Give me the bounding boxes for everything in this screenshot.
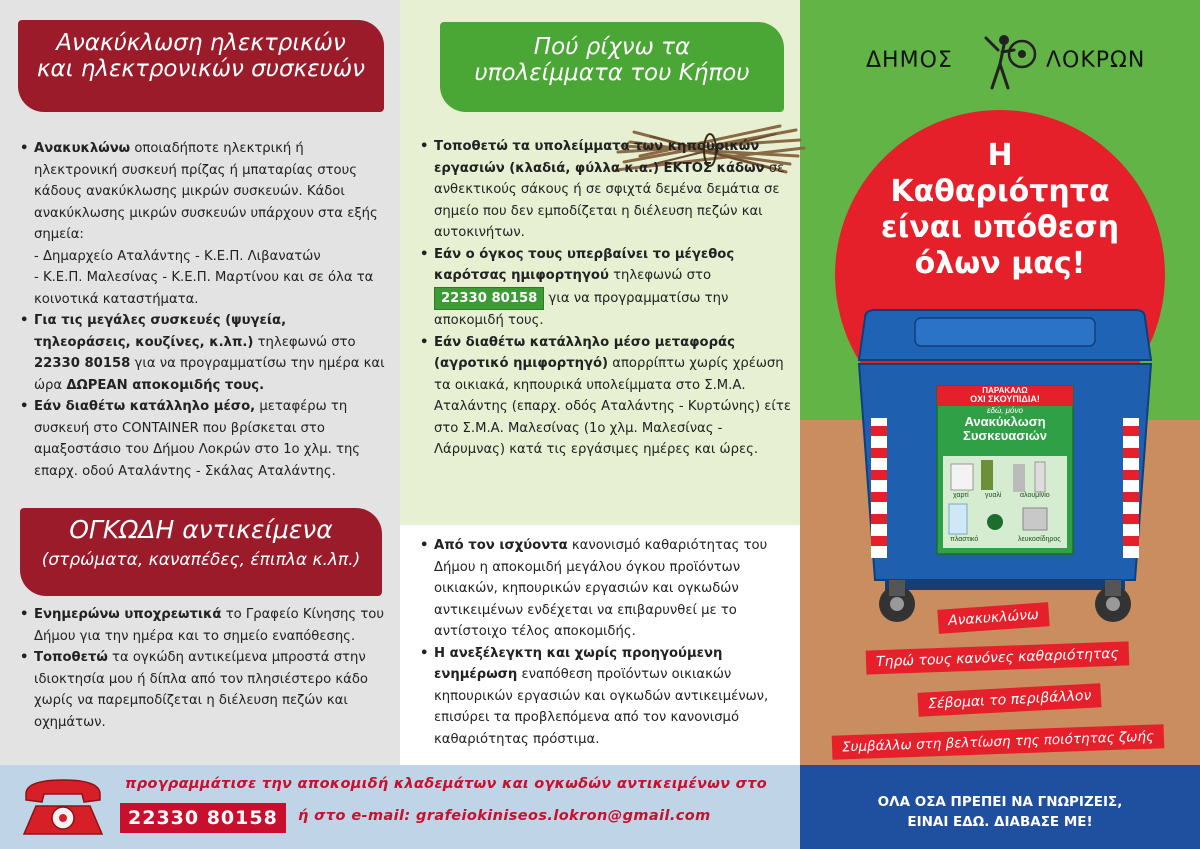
footer-schedule-text: προγραμμάτισε την αποκομιδή κλαδεμάτων και ογκωδών αντικειμένων στο — [125, 776, 768, 792]
telephone-icon — [18, 772, 108, 840]
bullet-text: κανονισμό καθαριότητας του Δήμου η αποκομιδή μεγάλου όγκου προϊόντων οικιακών, κηπουρικών εργασιών και ογκωδών αντικειμένων ενδέχεται να επιβαρυνθεί με το αντίστοιχο τέλος αποκομιδής. — [434, 538, 768, 639]
garden-banner-line2: υπολείμματα του Κήπου — [474, 60, 750, 87]
slogan-line: Καθαριότητα — [890, 174, 1110, 209]
bullet-text: οποιαδήποτε ηλεκτρική ή ηλεκτρονική συσκευή πρίζας ή μπαταρίας στους κάδους ανακύκλωσης μικρών συσκευών. Κάδοι ανακύκλωσης μικρών συσκευών υπάρχουν στα εξής σημεία: — [34, 141, 378, 242]
bullet-bold: Η ανεξέλεγκτη και χωρίς προηγούμενη ενημέρωση — [434, 645, 723, 682]
slogan-line: Η — [987, 138, 1013, 173]
list-item — [420, 332, 792, 461]
bullet-bold: Εάν διαθέτω κατάλληλο μέσο, — [34, 399, 256, 414]
phone-number-box: 22330 80158 — [434, 287, 544, 311]
warrior-emblem-icon — [978, 32, 1042, 92]
sticker-label-glass: γυαλί — [985, 492, 1002, 499]
bulky-bullets — [20, 604, 386, 733]
tag-quality-of-life: Συμβάλλω στη βελτίωση της ποιότητας ζωής — [832, 724, 1165, 760]
list-item — [20, 138, 386, 310]
read-me-line1: ΟΛΑ ΟΣΑ ΠΡΕΠΕΙ ΝΑ ΓΝΩΡΙΖΕΙΣ, — [877, 794, 1123, 810]
bullet-bold: Τοποθετώ — [34, 650, 108, 665]
read-me-text — [800, 792, 1200, 832]
bullet-text: για να προγραμματίσω την ημέρα και ώρα — [34, 356, 385, 393]
read-me-line2: ΕΙΝΑΙ ΕΔΩ. ΔΙΑΒΑΣΕ ΜΕ! — [907, 814, 1093, 830]
municipality-logo — [866, 32, 1166, 92]
sticker-packaging: Συσκευασιών — [963, 428, 1047, 443]
bullet-text: μεταφέρω τη συσκευή στο CONTAINER που βρίσκεται στο αμαξοστάσιο του Δήμου Λοκρών στο 1ο χλμ. της επαρχ. οδού Αταλάντης - Σκάλας Αταλάντης. — [34, 399, 361, 479]
bullet-bold: Από τον ισχύοντα — [434, 538, 568, 553]
slogan-line: όλων μας! — [914, 246, 1086, 281]
bullet-bold: Για τις μεγάλες συσκευές (ψυγεία, τηλεοράσεις, κουζίνες, κ.λπ.) — [34, 313, 287, 350]
bullet-bold: Ανακυκλώνω — [34, 141, 131, 156]
footer-email-text: ή στο e-mail: grafeiokiniseos.lokron@gmail.com — [298, 808, 711, 824]
bulky-banner-line2: (στρώματα, καναπέδες, έπιπλα κ.λπ.) — [41, 549, 361, 570]
bullet-text: τηλεφωνώ στο — [253, 334, 356, 350]
sticker-recycling: Ανακύκλωση — [964, 414, 1046, 429]
list-item — [20, 647, 386, 733]
footer-phone-number: 22330 80158 — [120, 803, 286, 833]
logo-text-right: ΛΟΚΡΩΝ — [1046, 48, 1146, 73]
bullet-bold: ΔΩΡΕΑΝ αποκομιδής τους. — [66, 377, 265, 393]
sticker-label-tinplate: λευκοσίδηρος — [1018, 536, 1061, 543]
bullet-sub-text: - Κ.Ε.Π. Μαλεσίνας - Κ.Ε.Π. Μαρτίνου και σε όλα τα κοινοτικά καταστήματα. — [34, 270, 374, 307]
bullet-sub-text: - Δημαρχείο Αταλάντης - Κ.Ε.Π. Λιβανατών — [34, 248, 321, 264]
sticker-only-here: εδώ, μόνο — [987, 406, 1023, 415]
bullet-text: εναπόθεση προϊόντων οικιακών κηπουρικών εργασιών και ογκωδών αντικειμένων, επισύρει τα προβλεπόμενα από τον κανονισμό καθαριότητας πρόστιμα. — [434, 667, 769, 747]
bullet-text: σε ανθεκτικούς σάκους ή σε σφιχτά δεμένα δεμάτια σε σημείο που δεν εμποδίζεται η διέλευση πεζών και αυτοκινήτων. — [434, 160, 785, 240]
regulation-bullets — [420, 535, 792, 750]
garden-bullets — [420, 136, 792, 461]
list-item — [20, 310, 386, 396]
tag-recycle: Ανακυκλώνω — [937, 602, 1049, 634]
recycling-bin-image — [845, 308, 1165, 628]
bullet-text: τα ογκώδη αντικείμενα μπροστά στην ιδιοκτησία μου ή δίπλα από τον πλησιέστερο κάδο χωρίς να παρεμποδίζεται η διέλευση πεζών και οχημάτων. — [34, 650, 368, 730]
list-item — [420, 643, 792, 751]
logo-text-left: ΔΗΜΟΣ — [866, 48, 953, 73]
tag-respect-environment: Σέβομαι το περιβάλλον — [917, 683, 1101, 717]
slogan-text — [835, 138, 1165, 282]
bullet-bold: Εάν διαθέτω κατάλληλο μέσο μεταφοράς (αγροτικό ημιφορτηγό) — [434, 334, 735, 371]
list-item — [20, 604, 386, 647]
list-item — [420, 244, 792, 332]
sticker-label-aluminium: αλουμίνιο — [1020, 492, 1050, 499]
bullet-text: απορρίπτω χωρίς χρέωση τα οικιακά, κηπουρικά υπολείμματα στο Σ.Μ.Α. Αταλάντης (επαρχ. οδός Αταλάντης - Κυρτώνης) είτε στο Σ.Μ.Α. Μαλεσίνας (1ο χλμ. Μαλεσίνας - Λάρυμνας) κατά τις εργάσιμες ημέρες και ώρες. — [434, 356, 791, 457]
electronics-banner-line1: Ανακύκλωση ηλεκτρικών — [56, 30, 346, 56]
phone-number: 22330 80158 — [34, 356, 131, 371]
list-item — [420, 136, 792, 244]
bullet-text: τηλεφωνώ στο — [608, 268, 712, 283]
sticker-label-paper: χαρτί — [953, 492, 969, 499]
garden-banner-line1: Πού ρίχνω τα — [533, 34, 691, 60]
electronics-banner-line2: και ηλεκτρονικών συσκευών — [37, 56, 365, 83]
bin-sticker-text — [937, 386, 1073, 443]
list-item — [420, 535, 792, 643]
tag-follow-rules: Τηρώ τους κανόνες καθαριότητας — [866, 641, 1129, 674]
slogan-line: είναι υπόθεση — [880, 210, 1120, 245]
bullet-text: το Γραφείο Κίνησης του Δήμου για την ημέρα και το σημείο εναπόθεσης. — [34, 607, 384, 644]
electronics-bullets — [20, 138, 386, 482]
sticker-label-plastic: πλαστικό — [950, 536, 979, 543]
bullet-bold: Εάν ο όγκος τους υπερβαίνει το μέγεθος καρότσας ημιφορτηγού — [434, 246, 735, 283]
sticker-no-trash: ΟΧΙ ΣΚΟΥΠΙΔΙΑ! — [970, 394, 1040, 404]
bullet-bold: Τοποθετώ τα υπολείμματα των κηπουρικών εργασιών (κλαδιά, φύλλα κ.α.) ΕΚΤΟΣ κάδων — [434, 139, 765, 176]
sticker-please: ΠΑΡΑΚΑΛΩ — [982, 386, 1028, 395]
bullet-bold: Ενημερώνω υποχρεωτικά — [34, 607, 222, 622]
electronics-banner — [18, 20, 384, 112]
garden-waste-banner — [440, 22, 784, 112]
bulky-items-banner — [20, 508, 382, 596]
bulky-banner-line1: ΟΓΚΩΔΗ αντικείμενα — [69, 515, 333, 544]
list-item — [20, 396, 386, 482]
bullet-text: για να προγραμματίσω την αποκομιδή τους. — [434, 290, 729, 328]
